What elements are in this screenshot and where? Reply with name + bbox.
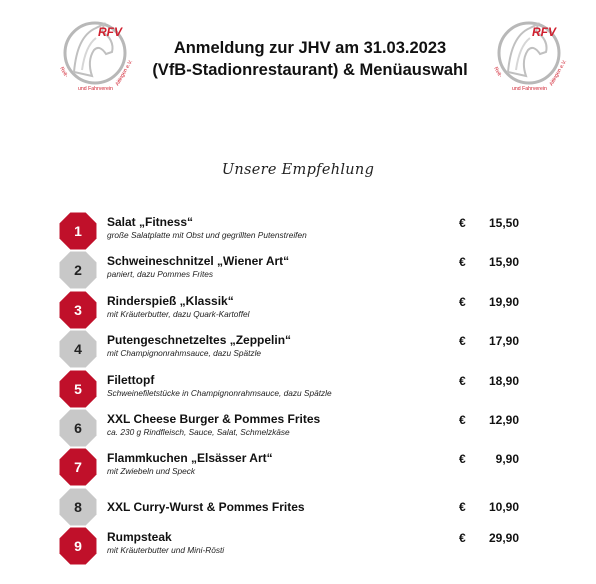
item-text	[107, 451, 437, 477]
item-number: 3	[74, 301, 82, 318]
currency-symbol: €	[459, 255, 466, 270]
svg-text:und Fahrverein: und Fahrverein	[512, 86, 547, 92]
item-description: paniert, dazu Pommes Frites	[107, 269, 214, 280]
item-description: große Salatplatte mit Obst und gegrillten Putenstreifen	[107, 230, 307, 240]
item-name: XXL Cheese Burger & Pommes Frites	[107, 411, 321, 426]
item-name: Schweineschnitzel „Wiener Art“	[107, 254, 290, 269]
item-number: 2	[74, 262, 82, 279]
item-price: 15,90	[488, 255, 519, 270]
item-number: 6	[74, 419, 82, 436]
item-number: 7	[74, 459, 82, 476]
item-name: XXL Curry-Wurst & Pommes Frites	[107, 499, 305, 514]
menu-item	[57, 488, 537, 527]
menu-item	[57, 330, 537, 369]
item-price: 18,90	[488, 373, 519, 388]
item-name: Rumpsteak	[107, 530, 172, 545]
number-badge	[57, 486, 99, 528]
svg-text:RFV: RFV	[532, 25, 556, 39]
currency-symbol: €	[459, 531, 466, 546]
svg-text:Reit-: Reit-	[58, 66, 69, 79]
menu-item	[57, 370, 537, 409]
number-badge	[57, 446, 99, 488]
number-badge	[57, 525, 99, 567]
menu-item	[57, 409, 537, 448]
item-text	[107, 333, 437, 359]
item-text	[107, 530, 437, 556]
page-title	[100, 37, 520, 81]
item-description: mit Kräuterbutter, dazu Quark-Kartoffel	[107, 308, 250, 319]
menu-list	[57, 212, 537, 567]
item-name: Rinderspieß „Klassik“	[107, 293, 234, 308]
menu-item	[57, 448, 537, 487]
menu-item	[57, 527, 537, 566]
item-text	[107, 412, 437, 438]
number-badge	[57, 328, 99, 370]
number-badge	[57, 249, 99, 291]
currency-symbol: €	[459, 373, 466, 388]
item-name: Filettopf	[107, 372, 155, 387]
item-text	[107, 254, 437, 280]
item-number: 1	[74, 223, 82, 239]
menu-item	[57, 291, 537, 330]
svg-text:und Fahrverein: und Fahrverein	[78, 86, 113, 92]
item-price: 17,90	[488, 334, 519, 349]
title-line-1: Anmeldung zur JHV am 31.03.2023	[173, 39, 447, 57]
currency-symbol: €	[459, 216, 466, 230]
item-text	[107, 373, 437, 399]
svg-text:Aitingen e.V.: Aitingen e.V.	[548, 58, 569, 87]
item-price: 15,50	[488, 216, 519, 230]
currency-symbol: €	[459, 412, 466, 427]
item-description: mit Zwiebeln und Speck	[107, 466, 196, 477]
item-price: 19,90	[488, 294, 519, 309]
item-description: mit Champignonrahmsauce, dazu Spätzle	[107, 348, 262, 359]
item-price: 12,90	[488, 412, 519, 427]
item-name: Putengeschnetzeltes „Zeppelin“	[107, 333, 292, 348]
item-description: Schweinefiletstücke in Champignonrahmsauce, dazu Spätzle	[107, 387, 332, 398]
item-number: 9	[74, 538, 82, 555]
number-badge	[57, 210, 99, 252]
item-text	[107, 500, 437, 515]
menu-item	[57, 212, 537, 251]
item-name: Flammkuchen „Elsässer Art“	[107, 451, 273, 466]
item-text	[107, 215, 437, 241]
item-price: 29,90	[488, 531, 519, 546]
item-text	[107, 294, 437, 320]
item-description: ca. 230 g Rindfleisch, Sauce, Salat, Schmelzkäse	[107, 426, 290, 437]
item-number: 4	[74, 341, 82, 358]
number-badge	[57, 407, 99, 449]
item-description: mit Kräuterbutter und Mini-Rösti	[107, 545, 225, 556]
currency-symbol: €	[459, 452, 466, 467]
item-price: 10,90	[488, 499, 519, 514]
currency-symbol: €	[459, 294, 466, 309]
title-line-2: (VfB-Stadionrestaurant) & Menüauswahl	[152, 61, 468, 79]
number-badge	[57, 368, 99, 410]
item-price: 9,90	[495, 452, 519, 467]
item-number: 8	[74, 498, 82, 515]
section-title: Unsere Empfehlung	[221, 162, 375, 178]
svg-text:Reit-: Reit-	[492, 66, 503, 79]
svg-text:Aitingen e.V.: Aitingen e.V.	[114, 58, 135, 87]
number-badge	[57, 289, 99, 331]
item-name: Salat „Fitness“	[107, 215, 194, 229]
menu-item	[57, 251, 537, 290]
currency-symbol: €	[459, 499, 466, 514]
logo-mark: RFV	[98, 25, 122, 39]
currency-symbol: €	[459, 334, 466, 349]
item-number: 5	[74, 380, 82, 397]
